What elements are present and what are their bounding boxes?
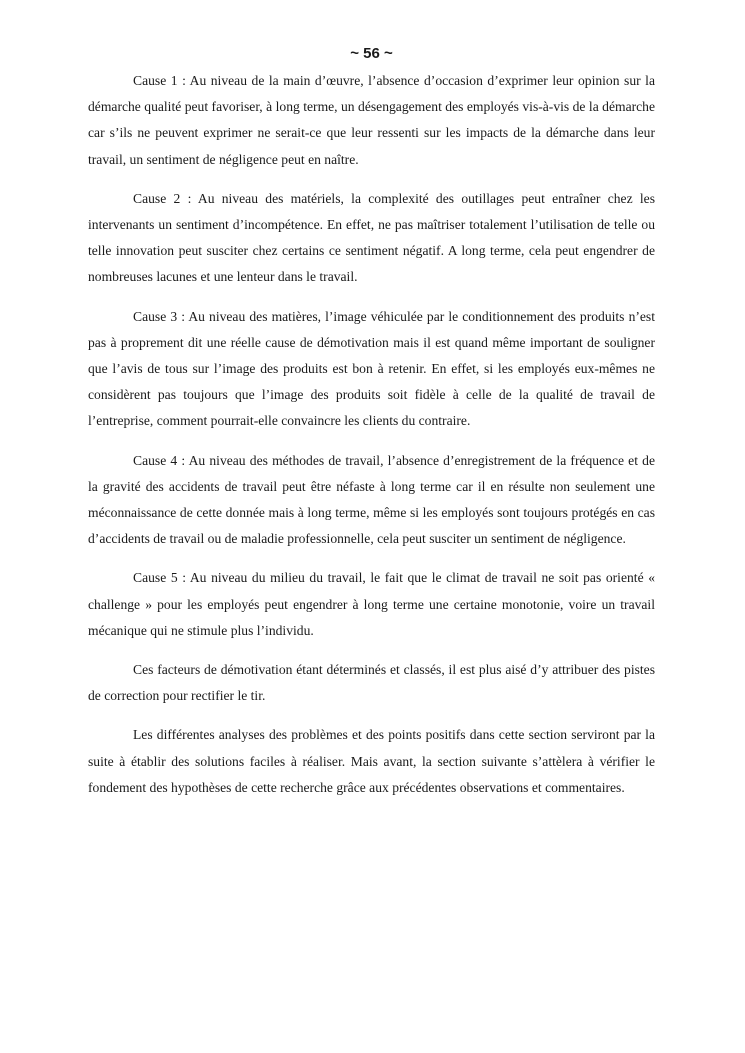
paragraph-cause-2: Cause 2 : Au niveau des matériels, la complexité des outillages peut entraîner chez les intervenants un sentiment d’incompétence. En effet, ne pas maîtriser totalement l’utilisation de telle ou telle innovation peut susciter chez certains ce sentiment négatif. A long terme, cela peut engendrer de nombreuses lacunes et une lenteur dans le travail. — [88, 190, 655, 285]
paragraph-cause-4: Cause 4 : Au niveau des méthodes de travail, l’absence d’enregistrement de la fréquence et de la gravité des accidents de travail peut être néfaste à long terme car il en résulte non seulement une méconnaissance de cette donnée mais à long terme, même si les employés sont toujours protégés en cas d’accidents de travail ou de maladie professionnelle, cela peut susciter un sentiment de négligence. — [88, 452, 655, 547]
paragraph-cause-1: Cause 1 : Au niveau de la main d’œuvre, l’absence d’occasion d’exprimer leur opinion sur la démarche qualité peut favoriser, à long terme, un désengagement des employés vis-à-vis de la démarche car s’ils ne peuvent exprimer ne serait-ce que leur ressenti sur les impacts de la démarche dans leur travail, un sentiment de négligence peut en naître. — [88, 73, 655, 167]
document-page — [88, 44, 655, 814]
paragraph-demotivation-factors: Ces facteurs de démotivation étant déterminés et classés, il est plus aisé d’y attribuer des pistes de correction pour rectifier le tir. — [88, 662, 655, 704]
paragraph-conclusion: Les différentes analyses des problèmes et des points positifs dans cette section serviront par la suite à établir des solutions faciles à réaliser. Mais avant, la section suivante s’attèlera à vérifier le fondement des hypothèses de cette recherche grâce aux précédentes observations et commentaires. — [88, 727, 655, 795]
page-number: ~ 56 ~ — [350, 45, 393, 62]
paragraph-cause-3: Cause 3 : Au niveau des matières, l’image véhiculée par le conditionnement des produits n’est pas à proprement dit une réelle cause de démotivation mais il est quand même important de souligner que l’avis de tous sur l’image des produits est bon à retenir. En effet, si les employés eux-mêmes ne considèrent pas toujours que l’image des produits soit fidèle à celle de la qualité de travail de l’entreprise, comment pourrait-elle convaincre les clients du contraire. — [88, 308, 655, 429]
paragraph-cause-5: Cause 5 : Au niveau du milieu du travail, le fait que le climat de travail ne soit pas orienté « challenge » pour les employés peut engendrer à long terme une certaine monotonie, voire un travail mécanique qui ne stimule plus l’individu. — [88, 570, 655, 638]
